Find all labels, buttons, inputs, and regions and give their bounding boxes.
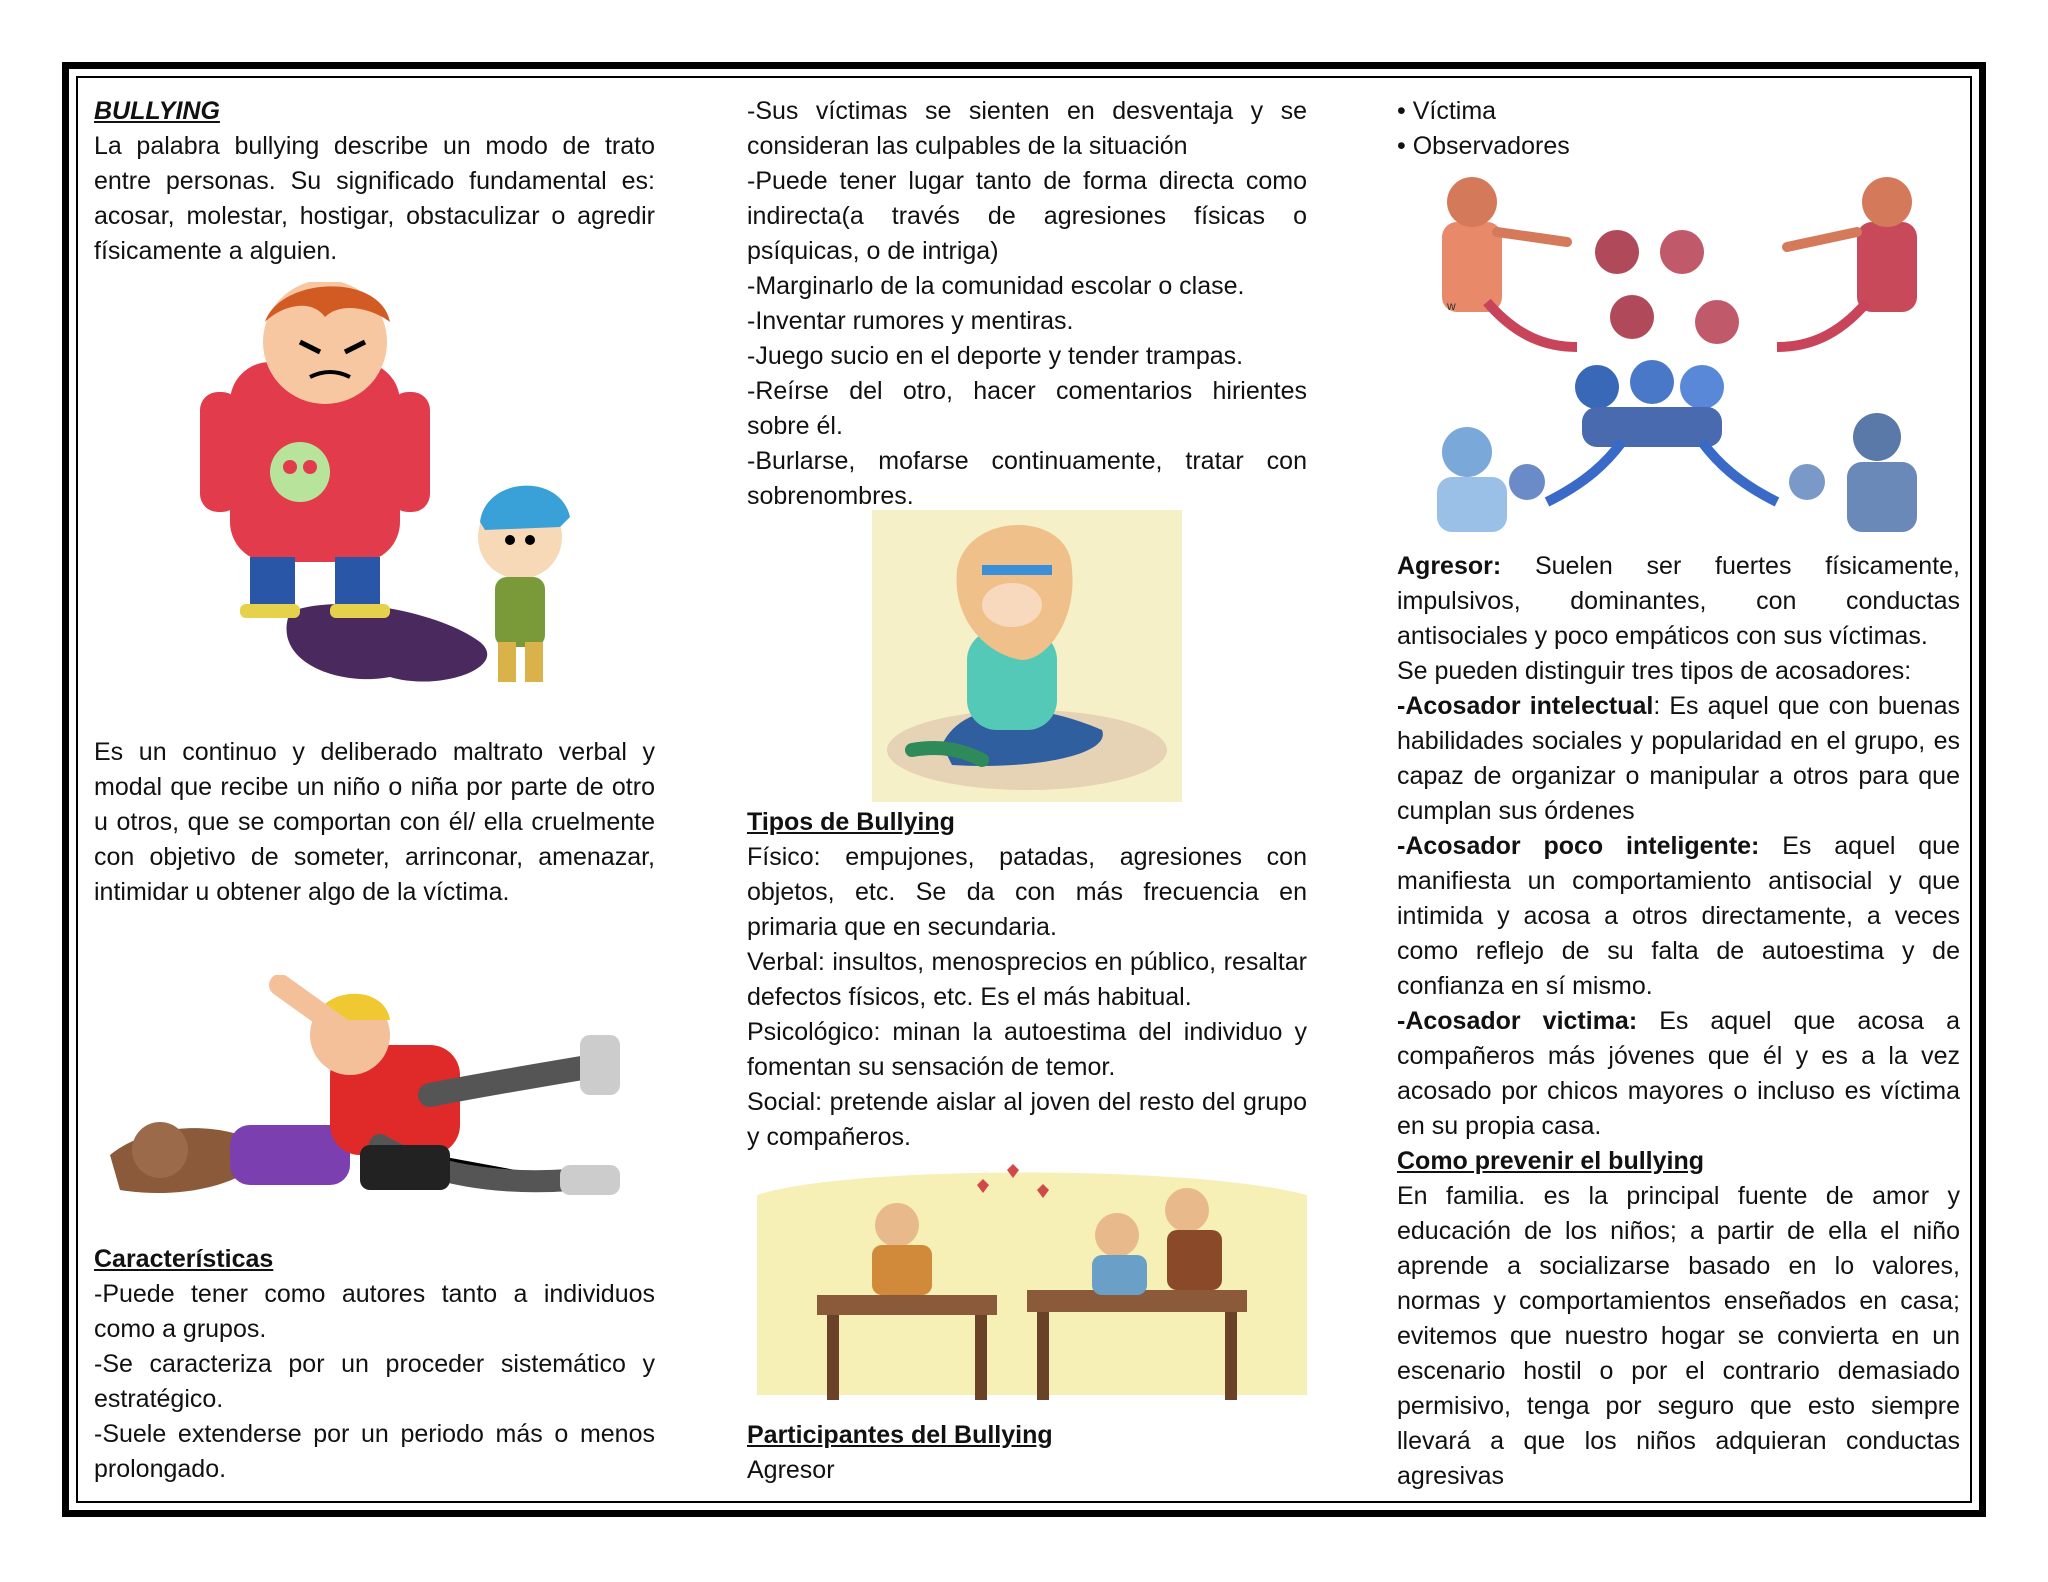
characteristic-item: -Juego sucio en el deporte y tender trampas. [747, 342, 1244, 370]
aggressor-text: Suelen ser fuertes físicamente, impulsivos, dominantes, con conductas antisociales y poco empáticos con sus víctimas. [1397, 552, 1960, 650]
bullying-roles-illustration [1397, 162, 1960, 540]
aggressor-type-2-text: Es aquel que manifiesta un comportamiento antisocial y que intimida y acosa a otros directamente, a veces como reflejo de su falta de autoestima y de confianza en sí mismo. [1397, 832, 1960, 1000]
column-2-bottom [747, 1418, 1307, 1488]
characteristic-item: -Reírse del otro, hacer comentarios hirientes sobre él. [747, 377, 1307, 440]
participant-observers: • Observadores [1397, 132, 1570, 160]
column-1-middle [94, 735, 655, 910]
types-heading: Tipos de Bullying [747, 808, 955, 836]
characteristic-item: -Inventar rumores y mentiras. [747, 307, 1074, 335]
column-3-middle [1397, 549, 1960, 1494]
type-item: Físico: empujones, patadas, agresiones con objetos, etc. Se da con más frecuencia en primaria que en secundaria. [747, 843, 1307, 941]
column-1 [94, 94, 655, 269]
column-2 [747, 94, 1307, 514]
classroom-illustration [747, 1155, 1317, 1405]
prevent-paragraph: En familia. es la principal fuente de amor y educación de los niños; a partir de ella el niño aprende a socializarse basado en lo valores, normas y comportamientos enseñados en casa; evitemos que nuestro hogar se convierta en un escenario hostil o por el contrario demasiado permisivo, tenga por seguro que esto siempre llevará a que los niños adquieran conductas agresivas [1397, 1182, 1960, 1490]
characteristic-item: -Marginarlo de la comunidad escolar o clase. [747, 272, 1245, 300]
svg-text:w: w [1447, 299, 1456, 313]
aggressor-type-3-text: Es aquel que acosa a compañeros más jóvenes que él y es a la vez acosado por chicos mayores o incluso es víctima en su propia casa. [1397, 1007, 1960, 1140]
bully-illustration-2 [100, 975, 660, 1215]
participant-aggressor: Agresor [747, 1456, 835, 1484]
aggressor-type-1-text: : Es aquel que con buenas habilidades sociales y popularidad en el grupo, es capaz de organizar o manipular a otros para que cumplan sus órdenes [1397, 692, 1960, 825]
characteristic-item: -Burlarse, mofarse continuamente, tratar con sobrenombres. [747, 447, 1307, 510]
characteristics-heading: Características [94, 1245, 274, 1273]
aggressor-type-1 [1397, 689, 1960, 829]
characteristic-item: -Suele extenderse por un periodo más o menos prolongado. [94, 1420, 655, 1483]
type-item: Social: pretende aislar al joven del resto del grupo y compañeros. [747, 1088, 1307, 1151]
prevent-heading: Como prevenir el bullying [1397, 1147, 1704, 1175]
column-3 [1397, 94, 1960, 164]
type-item: Psicológico: minan la autoestima del individuo y fomentan su sensación de temor. [747, 1018, 1307, 1081]
aggressor-types-intro: Se pueden distinguir tres tipos de acosadores: [1397, 657, 1912, 685]
aggressor-label: Agresor: [1397, 552, 1502, 580]
aggressor-type-3 [1397, 1004, 1960, 1144]
aggressor-type-1-label: -Acosador intelectual [1397, 692, 1654, 720]
characteristic-item: -Se caracteriza por un proceder sistemático y estratégico. [94, 1350, 655, 1413]
definition-paragraph: Es un continuo y deliberado maltrato verbal y modal que recibe un niño o niña por parte de otro u otros, que se comportan con él/ ella cruelmente con objetivo de someter, arrinconar, amenazar, intimidar u obtener algo de la víctima. [94, 738, 655, 906]
sad-girl-illustration [872, 510, 1182, 802]
aggressor-type-3-label: -Acosador victima: [1397, 1007, 1638, 1035]
intro-paragraph: La palabra bullying describe un modo de trato entre personas. Su significado fundamental es: acosar, molestar, hostigar, obstaculizar o agredir físicamente a alguien. [94, 132, 655, 265]
aggressor-type-2 [1397, 829, 1960, 1004]
column-2-middle [747, 805, 1307, 1155]
characteristic-item: -Puede tener lugar tanto de forma directa como indirecta(a través de agresiones físicas o psíquicas, o de intriga) [747, 167, 1307, 265]
column-1-bottom [94, 1242, 655, 1487]
aggressor-paragraph [1397, 549, 1960, 654]
characteristic-item: -Sus víctimas se sienten en desventaja y se consideran las culpables de la situación [747, 97, 1307, 160]
bully-illustration-1 [140, 282, 610, 702]
type-item: Verbal: insultos, menosprecios en público, resaltar defectos físicos, etc. Es el más habitual. [747, 948, 1307, 1011]
title-bullying: BULLYING [94, 97, 220, 125]
participants-heading: Participantes del Bullying [747, 1421, 1053, 1449]
aggressor-type-2-label: -Acosador poco inteligente: [1397, 832, 1760, 860]
participant-victim: • Víctima [1397, 97, 1497, 125]
characteristic-item: -Puede tener como autores tanto a individuos como a grupos. [94, 1280, 655, 1343]
